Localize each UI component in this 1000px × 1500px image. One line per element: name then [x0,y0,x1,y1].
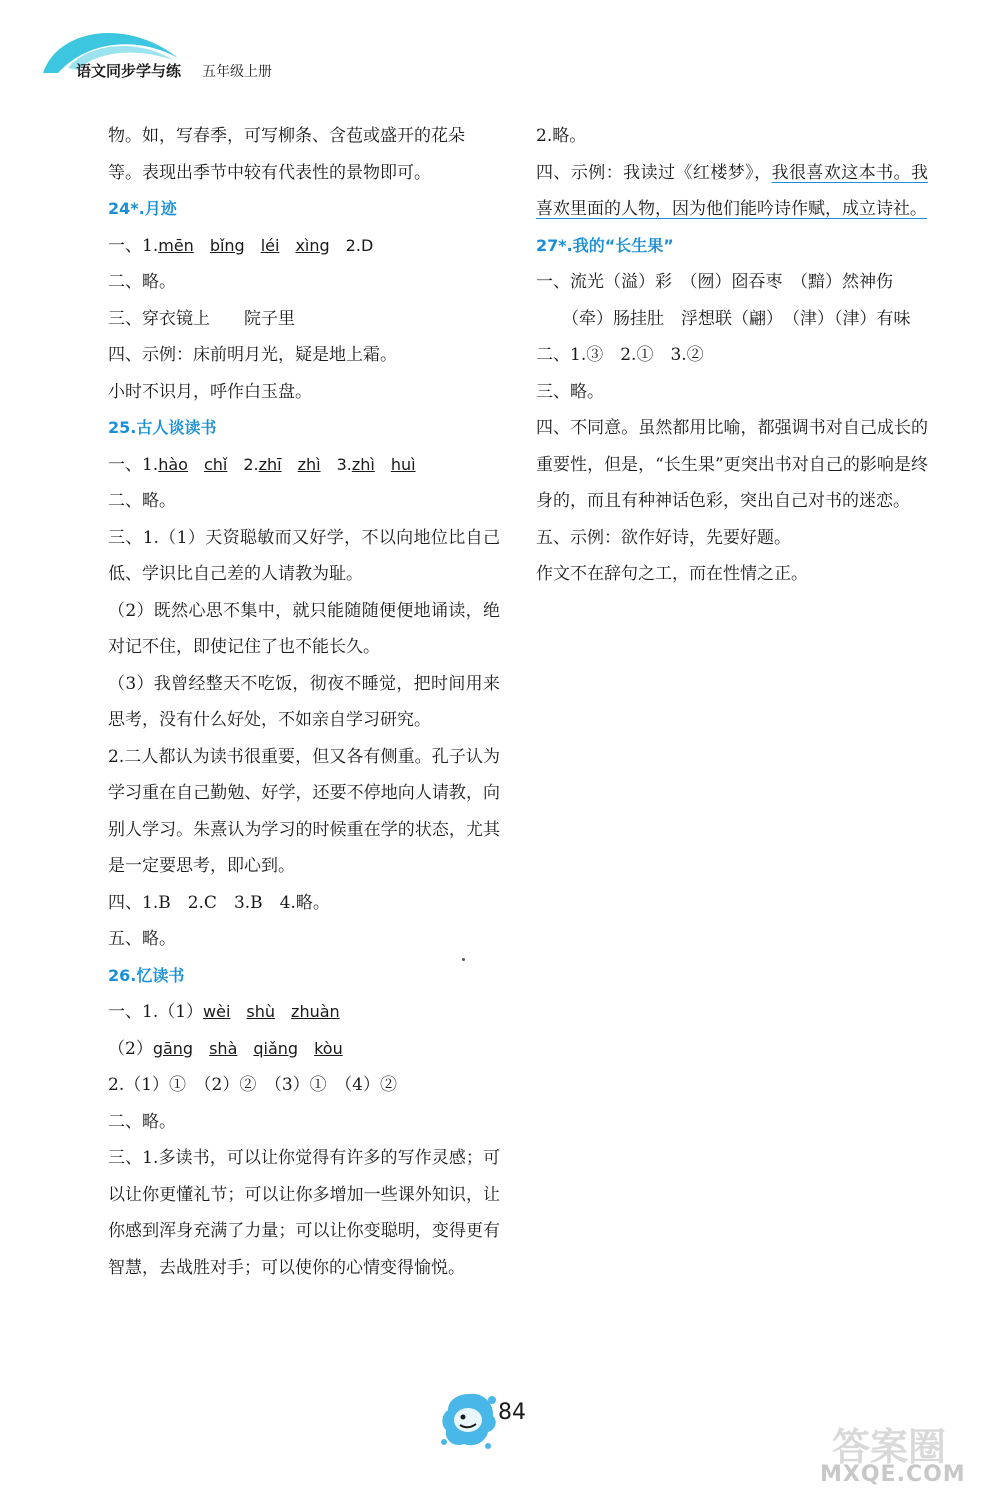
answer-27-3: 三、略。 [536,381,604,402]
answer-26-1c: 2.（1）① （2）② （3）① （4）② [108,1075,397,1095]
answer-25-3-1: 三、1.（1）天资聪敏而又好学，不以向地位比自己低、学识比自己差的人请教为耻。 [108,527,500,584]
watermark-text: MXQE.COM [820,1462,966,1487]
pinyin: kòu [314,1038,343,1058]
right-column [536,118,928,593]
answer-24-4b: 小时不识月，呼作白玉盘。 [108,381,312,402]
answer-27-1a: 一、流光（溢）彩 （囫）囵吞枣 （黯）然神伤 [536,272,893,292]
answer-25-3-2: （2）既然心思不集中，就只能随随便便地诵读，绝对记不住，即使记住了也不能长久。 [108,600,500,657]
answer-26-1b [108,1031,500,1068]
answer-line: 2.略。 [536,126,587,146]
site-watermark [820,1416,992,1496]
pinyin: zhì [351,454,375,474]
pinyin: zhì [297,454,321,474]
answer-25-4: 四、1.B 2.C 3.B 4.略。 [108,892,330,913]
answer-25-3-3: （3）我曾经整天不吃饭，彻夜不睡觉，把时间用来思考，没有什么好处，不如亲自学习研究。 [108,673,500,730]
section-title-24: 24*.月迹 [108,199,177,218]
pinyin: chǐ [203,454,228,474]
answer-24-3 [108,301,500,338]
pinyin: zhuàn [291,1002,340,1021]
answer-27-2: 二、1.③ 2.① 3.② [536,345,704,365]
answer-text: 三、穿衣镜上 [108,308,210,329]
page-number: 84 [498,1400,526,1425]
book-title: 语文同步学与练 [76,62,182,80]
underlined-text: 我喜欢里面的人物，因为他们能吟诗作赋，成立诗社。 [536,162,929,219]
pinyin: shù [246,1002,276,1021]
answer-24-4: 四、示例：床前明月光，疑是地上霜。 [108,345,397,365]
answer-prefix: 一、1. [108,454,159,475]
pinyin: qiǎng [253,1038,299,1058]
page-header [0,0,1000,100]
answer-text: 院子里 [244,308,295,329]
pinyin: gāng [152,1038,194,1058]
answer-25-5: 五、略。 [108,929,176,949]
answer-25-1 [108,447,500,484]
text-line: 等。表现出季节中较有代表性的景物即可。 [108,162,431,183]
watermark-glyphs: 答案圈 [832,1425,947,1469]
answer-27-5: 五、示例：欲作好诗，先要好题。 [536,527,791,548]
section-title-27: 27*.我的“长生果” [536,235,674,255]
underlined-text: 我很喜欢这本书。 [771,162,912,183]
pinyin: shà [209,1038,238,1058]
pinyin: bǐng [209,235,245,255]
answer-suffix: 2.D [345,235,374,255]
answer-text: 四、示例：我读过《红楼梦》， [536,162,772,183]
answer-reading-example [536,155,928,228]
text-line: 物。如，写春季，可写柳条、含苞或盛开的花朵 [108,126,465,146]
answer-27-5b: 作文不在辞句之工，而在性情之正。 [536,564,808,584]
answer-24-1 [108,228,500,265]
pinyin: zhī [258,454,282,474]
answer-26-3: 三、1.多读书，可以让你觉得有许多的写作灵感；可以让你更懂礼节；可以让你多增加一些课外知识，让你感到浑身充满了力量；可以让你变聪明，变得更有智慧，去战胜对手；可以使你的心情变得愉悦。 [108,1148,500,1278]
answer-25-3-4: 2.二人都认为读书很重要，但又各有侧重。孔子认为学习重在自己勤勉、好学，还要不停地向人请教，向别人学习。朱熹认为学习的时候重在学的状态，尤其是一定要思考，即心到。 [108,746,500,876]
answer-27-4: 四、不同意。虽然都用比喻，都强调书对自己成长的重要性，但是，“长生果”更突出书对自己的影响是终身的，而且有种神话色彩，突出自己对书的迷恋。 [536,418,928,511]
pinyin: mēn [158,235,194,255]
answer-25-2: 二、略。 [108,491,176,511]
answer-24-2: 二、略。 [108,272,176,292]
pinyin: hào [158,454,188,474]
answer-prefix: 2. [243,454,259,474]
grade-label: 五年级上册 [202,64,272,80]
section-title-26: 26.忆读书 [108,965,185,985]
section-title-25: 25.古人谈读书 [108,418,217,437]
answer-27-1b: （牵）肠挂肚 浮想联（翩） （津）（津）有味 [562,308,911,329]
answer-prefix: （2） [108,1038,153,1059]
answer-26-1a [108,994,500,1031]
page-number-splash-icon [438,1388,500,1452]
pinyin: huì [390,454,416,474]
answer-26-2: 二、略。 [108,1111,176,1132]
answer-prefix: 一、1.（1） [108,1002,204,1022]
pinyin: wèi [203,1002,231,1021]
left-column [108,118,500,1286]
answer-prefix: 3. [336,454,352,474]
stray-dot [462,958,465,961]
pinyin: xìng [295,235,330,255]
pinyin: léi [260,235,280,255]
answer-prefix: 一、1. [108,235,159,256]
